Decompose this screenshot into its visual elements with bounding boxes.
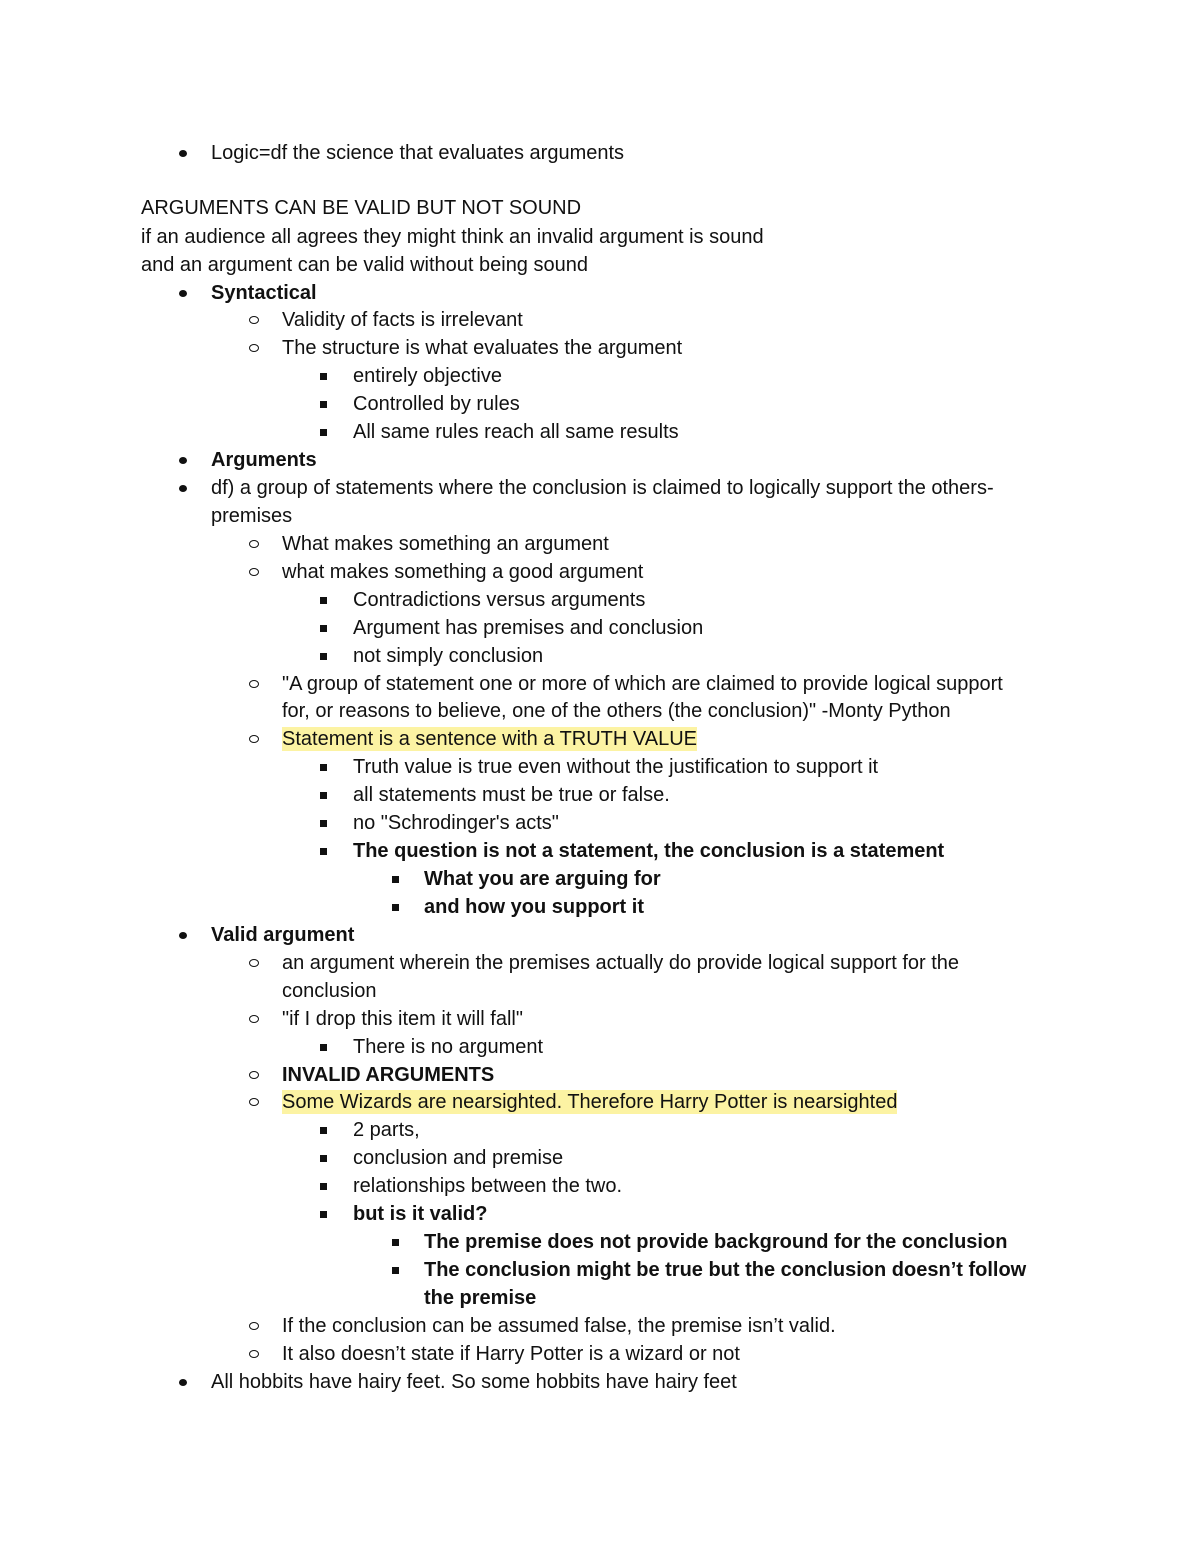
- square-bullet-icon: [318, 811, 338, 835]
- line-text: Valid argument: [211, 924, 355, 946]
- list-item: [0, 1146, 1200, 1170]
- line-text: no "Schrodinger's acts": [353, 812, 559, 834]
- highlighted-text: Some Wizards are nearsighted. Therefore Harry Potter is nearsighted: [282, 1091, 898, 1113]
- line-text: "if I drop this item it will fall": [282, 1008, 523, 1030]
- list-item: [0, 308, 1200, 332]
- line-text: If the conclusion can be assumed false, the premise isn’t valid.: [282, 1315, 836, 1337]
- list-item: [0, 1286, 1200, 1310]
- circle-bullet-icon: [248, 1090, 268, 1114]
- list-item: [0, 672, 1200, 696]
- line-text: "A group of statement one or more of which are claimed to provide logical support: [282, 673, 1003, 695]
- list-item: [0, 1174, 1200, 1198]
- line-text: It also doesn’t state if Harry Potter is a wizard or not: [282, 1343, 740, 1365]
- line-text: an argument wherein the premises actually do provide logical support for the: [282, 952, 960, 974]
- line-text: There is no argument: [353, 1036, 544, 1058]
- list-item: [0, 225, 1200, 249]
- line-text: and an argument can be valid without being sound: [141, 254, 588, 276]
- circle-bullet-icon: [248, 1007, 268, 1031]
- list-item: [0, 560, 1200, 584]
- list-item: [0, 727, 1200, 751]
- line-text: all statements must be true or false.: [353, 784, 670, 806]
- disc-bullet-icon: [177, 1370, 197, 1394]
- disc-bullet-icon: [177, 476, 197, 500]
- circle-bullet-icon: [248, 532, 268, 556]
- line-text: entirely objective: [353, 365, 502, 387]
- line-text: Argument has premises and conclusion: [353, 617, 704, 639]
- line-text: The premise does not provide background for the conclusion: [424, 1231, 1008, 1253]
- disc-bullet-icon: [177, 923, 197, 947]
- list-item: [0, 420, 1200, 444]
- list-item: [0, 616, 1200, 640]
- square-bullet-icon: [318, 364, 338, 388]
- list-item: [0, 448, 1200, 472]
- circle-bullet-icon: [248, 672, 268, 696]
- line-text: conclusion: [282, 980, 377, 1002]
- list-item: [0, 532, 1200, 556]
- line-text: Logic=df the science that evaluates arguments: [211, 142, 625, 164]
- line-text: What makes something an argument: [282, 533, 609, 555]
- line-text: Truth value is true even without the justification to support it: [353, 756, 879, 778]
- list-item: [0, 504, 1200, 528]
- circle-bullet-icon: [248, 1063, 268, 1087]
- square-bullet-icon: [390, 1258, 410, 1282]
- list-item: [0, 1258, 1200, 1282]
- list-item: [0, 644, 1200, 668]
- list-item: [0, 253, 1200, 277]
- list-item: [0, 476, 1200, 500]
- square-bullet-icon: [318, 1146, 338, 1170]
- circle-bullet-icon: [248, 308, 268, 332]
- list-item: [0, 895, 1200, 919]
- line-text: not simply conclusion: [353, 645, 544, 667]
- circle-bullet-icon: [248, 336, 268, 360]
- disc-bullet-icon: [177, 448, 197, 472]
- line-text: df) a group of statements where the conclusion is claimed to logically support the others-: [211, 477, 994, 499]
- line-text: Validity of facts is irrelevant: [282, 309, 523, 331]
- square-bullet-icon: [318, 588, 338, 612]
- list-item: [0, 364, 1200, 388]
- list-item: [0, 392, 1200, 416]
- line-text: premises: [211, 505, 293, 527]
- line-text: INVALID ARGUMENTS: [282, 1064, 495, 1086]
- list-item: [0, 1063, 1200, 1087]
- circle-bullet-icon: [248, 1342, 268, 1366]
- list-item: [0, 1035, 1200, 1059]
- line-text: and how you support it: [424, 896, 644, 918]
- list-item: [0, 811, 1200, 835]
- square-bullet-icon: [318, 1202, 338, 1226]
- line-text: if an audience all agrees they might think an invalid argument is sound: [141, 226, 764, 248]
- line-text: What you are arguing for: [424, 868, 661, 890]
- line-text: what makes something a good argument: [282, 561, 644, 583]
- line-text: Arguments: [211, 449, 317, 471]
- list-item: [0, 1007, 1200, 1031]
- list-item: [0, 867, 1200, 891]
- disc-bullet-icon: [177, 141, 197, 165]
- square-bullet-icon: [318, 644, 338, 668]
- line-text: Controlled by rules: [353, 393, 520, 415]
- list-item: [0, 1202, 1200, 1226]
- square-bullet-icon: [390, 1230, 410, 1254]
- circle-bullet-icon: [248, 560, 268, 584]
- line-text: Contradictions versus arguments: [353, 589, 646, 611]
- line-text: The conclusion might be true but the conclusion doesn’t follow: [424, 1259, 1027, 1281]
- list-item: [0, 979, 1200, 1003]
- list-item: [0, 1230, 1200, 1254]
- line-text: All hobbits have hairy feet. So some hobbits have hairy feet: [211, 1371, 737, 1393]
- line-text: relationships between the two.: [353, 1175, 623, 1197]
- list-item: [0, 1118, 1200, 1142]
- list-item: [0, 839, 1200, 863]
- list-item: [0, 141, 1200, 165]
- line-text: for, or reasons to believe, one of the others (the conclusion)" -Monty Python: [282, 700, 951, 722]
- list-item: [0, 1090, 1200, 1114]
- square-bullet-icon: [318, 1035, 338, 1059]
- list-item: [0, 1370, 1200, 1394]
- list-item: [0, 923, 1200, 947]
- line-text: All same rules reach all same results: [353, 421, 679, 443]
- list-item: [0, 196, 1200, 220]
- square-bullet-icon: [318, 420, 338, 444]
- list-item: [0, 1314, 1200, 1338]
- list-item: [0, 281, 1200, 305]
- square-bullet-icon: [318, 1118, 338, 1142]
- square-bullet-icon: [390, 895, 410, 919]
- square-bullet-icon: [318, 755, 338, 779]
- square-bullet-icon: [318, 392, 338, 416]
- square-bullet-icon: [318, 1174, 338, 1198]
- square-bullet-icon: [318, 839, 338, 863]
- line-text: ARGUMENTS CAN BE VALID BUT NOT SOUND: [141, 197, 582, 219]
- line-text: The structure is what evaluates the argument: [282, 337, 683, 359]
- list-item: [0, 699, 1200, 723]
- line-text: conclusion and premise: [353, 1147, 564, 1169]
- list-item: [0, 588, 1200, 612]
- circle-bullet-icon: [248, 727, 268, 751]
- list-item: [0, 783, 1200, 807]
- line-text: the premise: [424, 1287, 537, 1309]
- circle-bullet-icon: [248, 1314, 268, 1338]
- highlighted-text: Statement is a sentence with a TRUTH VALUE: [282, 728, 697, 750]
- list-item: [0, 1342, 1200, 1366]
- circle-bullet-icon: [248, 951, 268, 975]
- disc-bullet-icon: [177, 281, 197, 305]
- list-item: [0, 336, 1200, 360]
- list-item: [0, 755, 1200, 779]
- line-text: Syntactical: [211, 282, 317, 304]
- line-text: The question is not a statement, the conclusion is a statement: [353, 840, 945, 862]
- square-bullet-icon: [390, 867, 410, 891]
- square-bullet-icon: [318, 783, 338, 807]
- list-item: [0, 951, 1200, 975]
- line-text: 2 parts,: [353, 1119, 420, 1141]
- line-text: but is it valid?: [353, 1203, 488, 1225]
- square-bullet-icon: [318, 616, 338, 640]
